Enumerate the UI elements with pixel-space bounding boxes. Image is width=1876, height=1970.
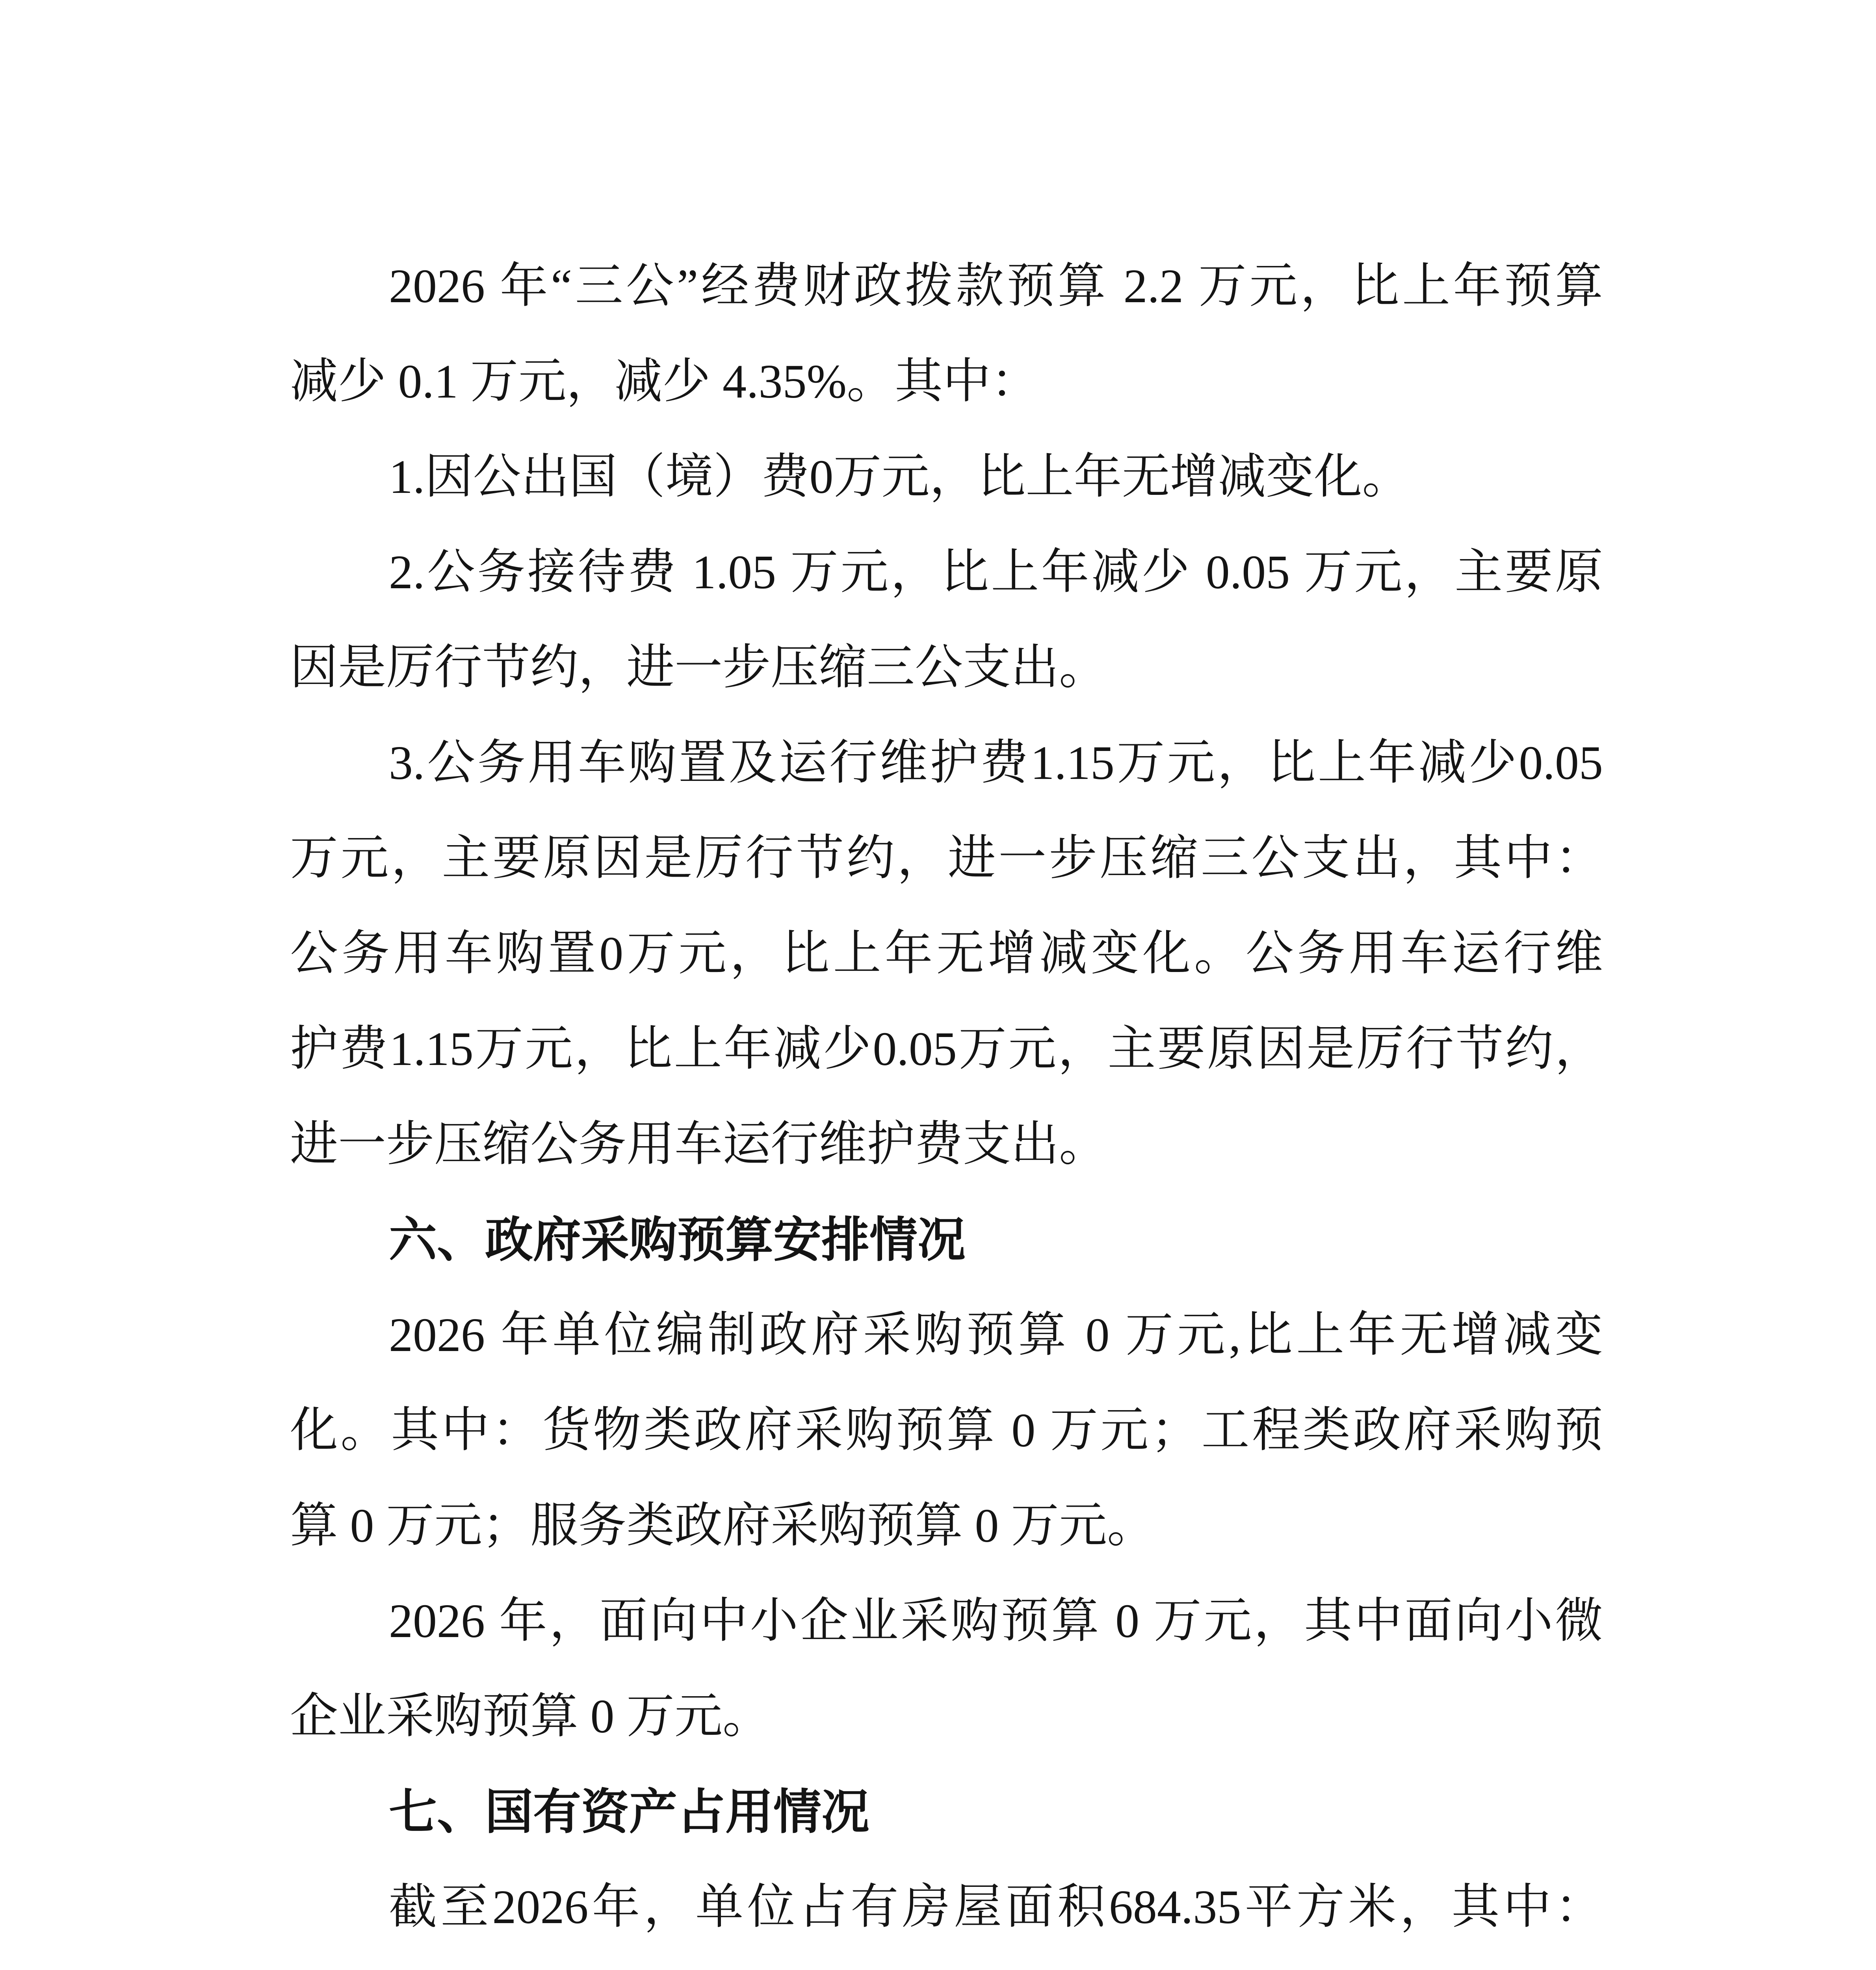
paragraph-line: 算 0 万元；服务类政府采购预算 0 万元。 — [290, 1499, 1155, 1552]
paragraph-three-public-funds-total — [290, 239, 1603, 429]
section-heading-state-assets: 七、国有资产占用情况 — [389, 1784, 869, 1840]
paragraph-line: 因是厉行节约，进一步压缩三公支出。 — [290, 641, 1107, 694]
paragraph-line: 截至2026年，单位占有房屋面积684.35平方米，其中： — [389, 1881, 1603, 1934]
paragraph-vehicle-cost — [290, 716, 1603, 1192]
section-heading-government-procurement: 六、政府采购预算安排情况 — [389, 1212, 966, 1268]
paragraph-line: 进一步压缩公务用车运行维护费支出。 — [290, 1118, 1107, 1171]
paragraph-reception-cost — [290, 525, 1603, 716]
paragraph-procurement-budget — [290, 1288, 1603, 1574]
paragraph-line: 护费1.15万元，比上年减少0.05万元，主要原因是厉行节约， — [290, 1022, 1603, 1076]
paragraph-line: 2.公务接待费 1.05 万元，比上年减少 0.05 万元，主要原 — [389, 546, 1603, 599]
paragraph-line: 1.因公出国（境）费0万元，比上年无增减变化。 — [389, 450, 1410, 504]
paragraph-line — [290, 1955, 1603, 1970]
paragraph-line: 企业采购预算 0 万元。 — [290, 1690, 771, 1743]
paragraph-overseas-travel-cost — [290, 429, 1603, 525]
paragraph-line: 2026 年“三公”经费财政拨款预算 2.2 万元，比上年预算 — [389, 260, 1603, 313]
paragraph-line: 化。其中：货物类政府采购预算 0 万元；工程类政府采购预 — [290, 1404, 1603, 1457]
paragraph-line: 2026 年单位编制政府采购预算 0 万元,比上年无增减变 — [389, 1308, 1603, 1362]
paragraph-line: 万元，主要原因是厉行节约，进一步压缩三公支出，其中： — [290, 832, 1603, 885]
paragraph-line: 减少 0.1 万元，减少 4.35%。其中： — [290, 355, 1039, 408]
paragraph-line: 3.公务用车购置及运行维护费1.15万元，比上年减少0.05 — [389, 736, 1603, 790]
paragraph-state-assets — [290, 1860, 1603, 1970]
paragraph-sme-procurement — [290, 1574, 1603, 1764]
document-page — [290, 239, 1603, 1970]
paragraph-line: 2026 年，面向中小企业采购预算 0 万元，其中面向小微 — [389, 1595, 1603, 1648]
paragraph-line: 公务用车购置0万元，比上年无增减变化。公务用车运行维 — [290, 927, 1603, 980]
